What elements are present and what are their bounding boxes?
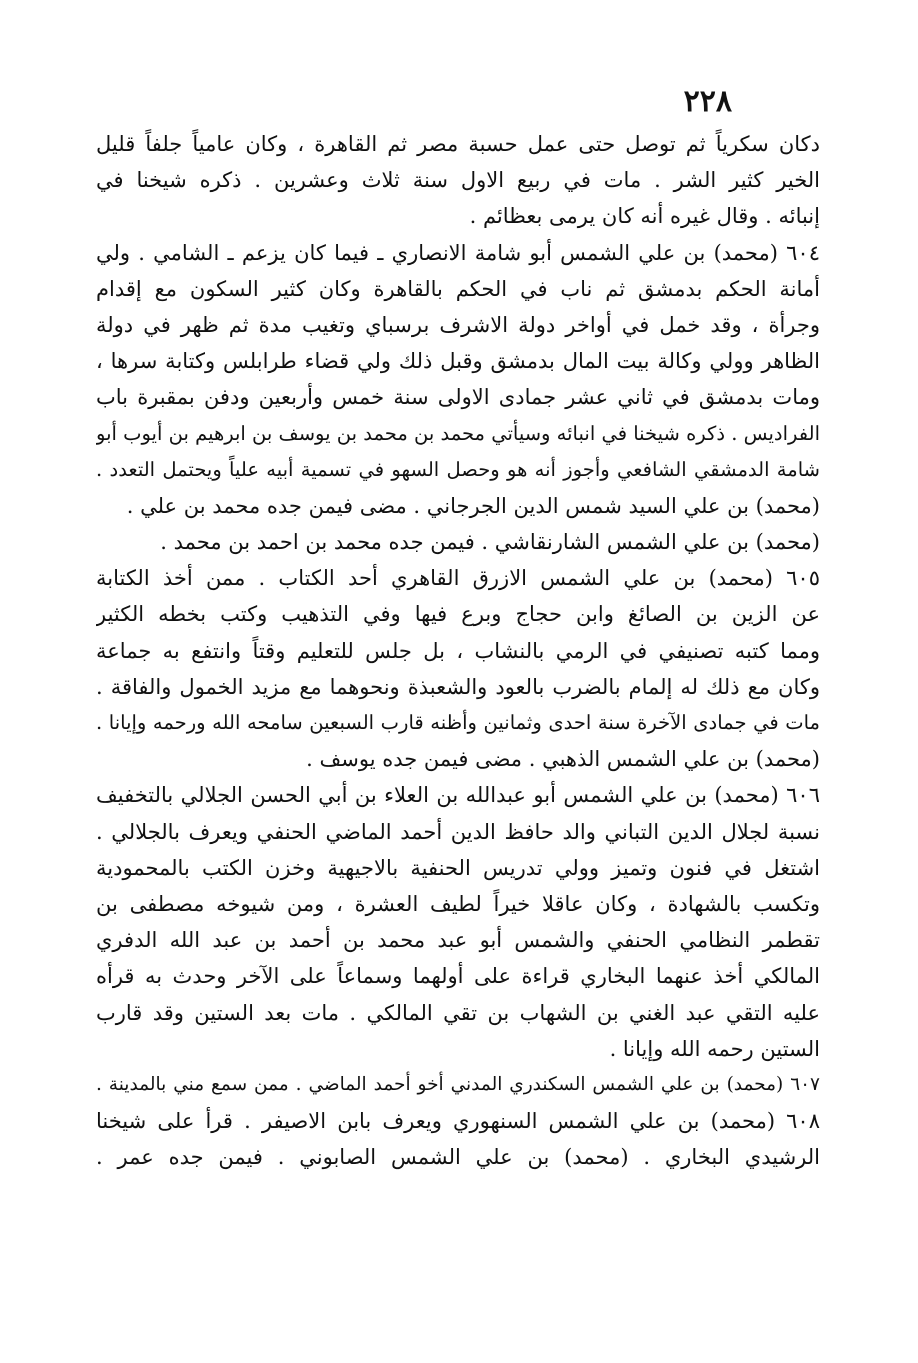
text-line: تقطمر النظامي الحنفي والشمس أبو عبد محمد بن أحمد بن عبد الله الدفري — [96, 928, 820, 953]
cross-reference-line: (محمد) بن علي الشمس الشارنقاشي . فيمن جده محمد بن احمد بن محمد . — [160, 530, 820, 555]
page-number: ٢٢٨ — [683, 84, 732, 119]
text-line: عليه التقي عبد الغني بن الشهاب بن تقي المالكي . مات بعد الستين وقد قارب — [96, 1000, 820, 1025]
text-line: أمانة الحكم بدمشق ثم ناب في الحكم بالقاهرة وكان كثير السكون مع إقدام — [96, 276, 820, 301]
entry-607-heading: ٦٠٧ (محمد) بن علي الشمس السكندري المدني أخو أحمد الماضي . ممن سمع مني بالمدينة . — [96, 1073, 820, 1095]
text-line: وتكسب بالشهادة ، وكان عاقلا خيراً لطيف العشرة ، ومن شيوخه مصطفى بن — [96, 891, 820, 916]
text-line: الستين رحمه الله وإيانا . — [609, 1036, 820, 1061]
entry-608-heading: ٦٠٨ (محمد) بن علي الشمس السنهوري ويعرف بابن الاصيفر . قرأ على شيخنا — [96, 1109, 820, 1134]
text-line: المالكي أخذ عنهما البخاري قراءة على أولهما وسماعاً على الآخر وحدث به قرأه — [96, 964, 820, 989]
text-line: الرشيدي البخاري . (محمد) بن علي الشمس الصابوني . فيمن جده عمر . — [96, 1145, 820, 1170]
text-line: دكان سكرياً ثم توصل حتى عمل حسبة مصر ثم القاهرة ، وكان عامياً جلفاً قليل — [96, 132, 820, 156]
text-line: وكان مع ذلك له إلمام بالضرب بالعود والشعبذة ونحوهما مع مزيد الخمول والفاقة . — [96, 674, 820, 699]
text-line: اشتغل في فنون وتميز وولي تدريس الحنفية بالاجيهية وخزن الكتب بالمحمودية — [96, 855, 820, 880]
entry-605-heading: ٦٠٥ (محمد) بن علي الشمس الازرق القاهري أحد الكتاب . ممن أخذ الكتابة — [96, 566, 820, 591]
entry-606-heading: ٦٠٦ (محمد) بن علي الشمس أبو عبدالله بن العلاء بن أبي الحسن الجلالي بالتخفيف — [96, 783, 820, 808]
body-text — [96, 126, 820, 1175]
entry-604-heading: ٦٠٤ (محمد) بن علي الشمس أبو شامة الانصاري ـ فيما كان يزعم ـ الشامي . ولي — [96, 240, 820, 265]
text-line: نسبة لجلال الدين التباني والد حافظ الدين أحمد الماضي الحنفي ويعرف بالجلالي . — [96, 819, 820, 844]
text-line: إنبائه . وقال غيره أنه كان يرمى بعظائم . — [469, 204, 820, 229]
text-line: الفراديس . ذكره شيخنا في انبائه وسيأتي محمد بن محمد بن يوسف بن ابرهيم بن أيوب أبو — [96, 421, 820, 445]
text-line: وجرأة ، وقد خمل في أواخر دولة الاشرف برسباي وتغيب مدة ثم ظهر في دولة — [96, 312, 820, 337]
cross-reference-line: (محمد) بن علي الشمس الذهبي . مضى فيمن جده يوسف . — [306, 747, 820, 772]
text-line: عن الزين بن الصائغ وابن حجاج وبرع فيها وفي التذهيب وكتب بخطه الكثير — [96, 602, 820, 627]
text-line: الخير كثير الشر . مات في ربيع الاول سنة ثلاث وعشرين . ذكره شيخنا في — [96, 168, 820, 193]
text-line: الظاهر وولي وكالة بيت المال بدمشق وقبل ذلك ولي قضاء طرابلس وكتابة سرها ، — [96, 349, 820, 374]
text-line: ومات بدمشق في ثاني عشر جمادى الاولى سنة خمس وأربعين ودفن بمقبرة باب — [96, 385, 820, 410]
text-line: ومما كتبه تصنيفي في الرمي بالنشاب ، بل جلس للتعليم وقتاً وانتفع به جماعة — [96, 638, 820, 663]
text-line: مات في جمادى الآخرة سنة احدى وثمانين وأظنه قارب السبعين سامحه الله ورحمه وإيانا . — [96, 711, 820, 734]
text-line: شامة الدمشقي الشافعي وأجوز أنه هو وحصل السهو في تسمية أبيه علياً ويحتمل التعدد . — [96, 457, 820, 481]
cross-reference-line: (محمد) بن علي السيد شمس الدين الجرجاني . مضى فيمن جده محمد بن علي . — [126, 493, 820, 518]
